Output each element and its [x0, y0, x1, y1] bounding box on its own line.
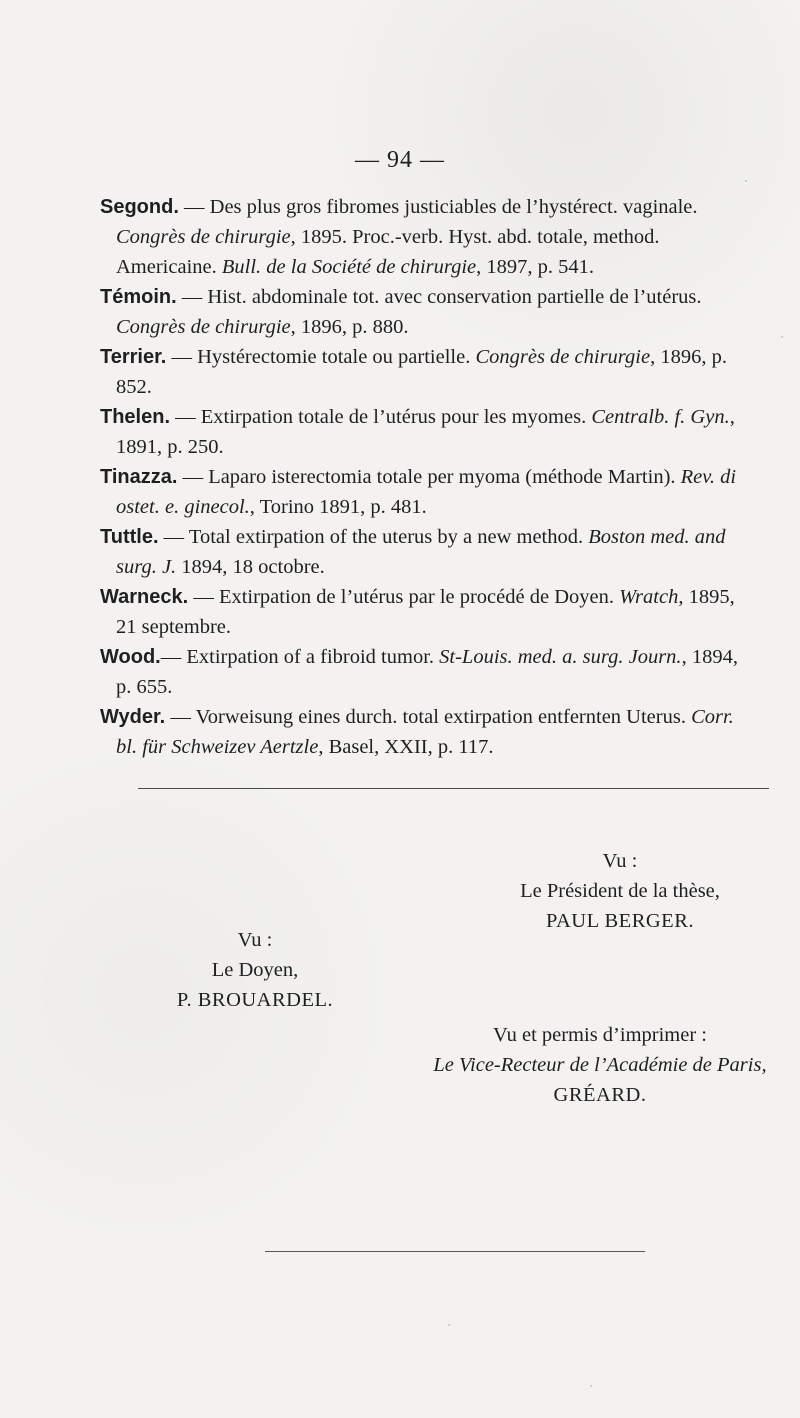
dean-name: P. BROUARDEL. — [176, 989, 334, 1011]
entry-author: Wyder. — [100, 706, 166, 728]
page-number: — 94 — — [355, 147, 445, 173]
entry-journal-title: Bull. de la Société de chirurgie — [221, 256, 477, 278]
entry-text: , Basel, XXII, p. 117. — [318, 736, 494, 758]
entry-journal-title: Congrès de chirurgie — [475, 346, 651, 368]
entry-text: , 1894, p. 655. — [116, 646, 738, 698]
entry-text: , 1896, p. 852. — [116, 346, 727, 398]
entry-text: — Des plus gros fibromes justiciables de l’hystérect. vaginale. — [178, 196, 698, 218]
bibliography-entry — [100, 462, 745, 522]
entry-text: , 1895, 21 septembre. — [116, 586, 735, 638]
entry-journal-title: St-Louis. med. a. surg. Journ. — [439, 646, 682, 668]
entry-author: Wood. — [100, 646, 161, 668]
entry-author: Tuttle. — [100, 526, 159, 548]
entry-author: Témoin. — [100, 286, 177, 308]
entry-text: , 1897, p. 541. — [476, 256, 595, 278]
entry-journal-title: Corr. bl. für Schweizev Aertzle — [116, 706, 734, 758]
bibliography-entry — [100, 642, 745, 702]
print-permit-label: Vu et permis d’imprimer : — [493, 1024, 707, 1046]
entry-author: Warneck. — [100, 586, 189, 608]
entry-author: Thelen. — [100, 406, 171, 428]
bibliography-entry — [100, 402, 745, 462]
president-name: PAUL BERGER. — [545, 910, 694, 932]
print-name: GRÉARD. — [553, 1084, 647, 1106]
bibliography-entry — [100, 282, 745, 342]
entry-author: Tinazza. — [100, 466, 178, 488]
paper-speck — [781, 336, 783, 338]
entry-text: — Hystérectomie totale ou partielle. — [166, 346, 476, 368]
entry-text: — Vorweisung eines durch. total extirpation entfernten Uterus. — [165, 706, 692, 728]
entry-journal-title: Wratch — [619, 586, 679, 608]
entry-journal-title: Boston med. and surg. J. — [116, 526, 726, 578]
entry-text: , 1895. Proc.-verb. Hyst. abd. totale, method. Americaine. — [116, 226, 660, 278]
section-divider-top — [138, 788, 769, 789]
paper-speck — [448, 1324, 450, 1326]
paper-speck — [745, 180, 747, 182]
print-role: Le Vice-Recteur de l’Académie de Paris, — [433, 1054, 767, 1076]
entry-text: , Torino 1891, p. 481. — [249, 496, 427, 518]
dean-vu-label: Vu : — [237, 929, 273, 951]
entry-text: — Extirpation de l’utérus par le procédé de Doyen. — [188, 586, 620, 608]
paper-speck — [590, 1385, 592, 1387]
entry-text: — Total extirpation of the uterus by a new method. — [158, 526, 589, 548]
bibliography-entry — [100, 702, 745, 762]
entry-author: Terrier. — [100, 346, 167, 368]
bibliography-entry — [100, 522, 745, 582]
bibliography-entry — [100, 342, 745, 402]
entry-journal-title: Centralb. f. Gyn. — [591, 406, 730, 428]
entry-text: — Hist. abdominale tot. avec conservation partielle de l’utérus. — [176, 286, 702, 308]
entry-journal-title: Congrès de chirurgie — [116, 316, 291, 338]
entry-text: , 1891, p. 250. — [116, 406, 735, 458]
entry-text: , 1896, p. 880. — [290, 316, 409, 338]
bibliography-entry — [100, 582, 745, 642]
entry-author: Segond. — [100, 196, 179, 218]
entry-journal-title: Congrès de chirurgie — [116, 226, 291, 248]
entry-text: — Laparo isterectomia totale per myoma (méthode Martin). — [177, 466, 681, 488]
entry-text: 1894, 18 octobre. — [176, 556, 325, 578]
print-permission-block — [390, 1020, 800, 1110]
bibliography-list — [100, 192, 745, 762]
president-vu-label: Vu : — [602, 850, 638, 872]
entry-text: — Extirpation totale de l’utérus pour les myomes. — [170, 406, 592, 428]
section-divider-bottom — [265, 1251, 645, 1252]
entry-journal-title: Rev. di ostet. e. ginecol. — [116, 466, 737, 518]
dean-approval-block — [150, 925, 360, 1015]
entry-text: — Extirpation of a fibroid tumor. — [160, 646, 440, 668]
dean-role: Le Doyen, — [211, 959, 299, 981]
bibliography-entry — [100, 192, 745, 282]
president-approval-block — [420, 846, 800, 936]
president-role: Le Président de la thèse, — [520, 880, 720, 902]
